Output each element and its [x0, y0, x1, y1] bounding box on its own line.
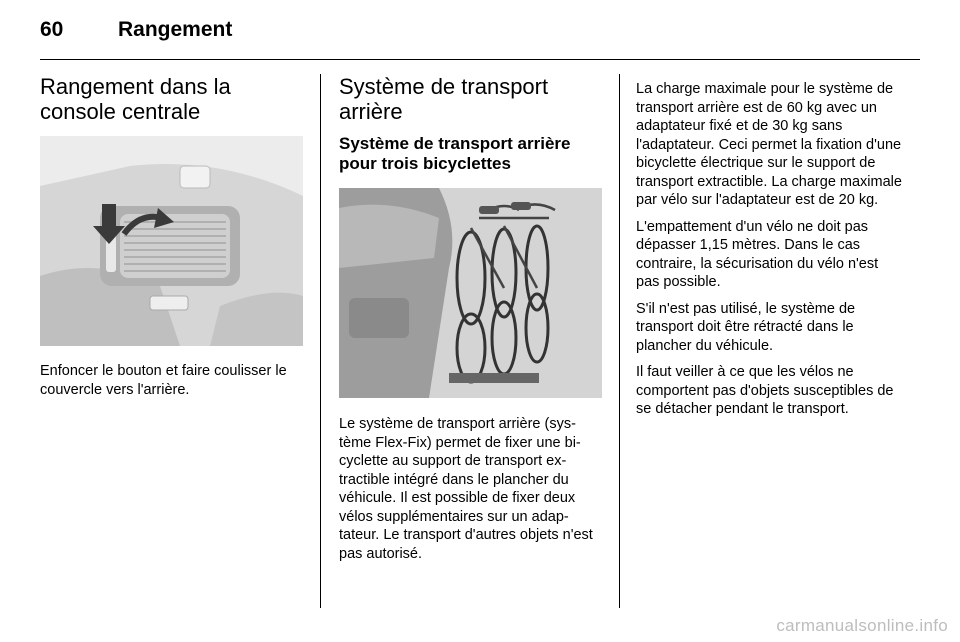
bicycle-carrier-illustration: [339, 188, 602, 398]
page-header: [40, 18, 920, 48]
column-divider: [619, 74, 620, 608]
body-paragraph: La charge maximale pour le système de transport arrière est de 60 kg avec un adaptateur fixé et de 30 kg sans l'adaptateur. Ceci permet la fixation d'une bicyclette électrique sur le support de transport extractible. La charge maximale par vélo sur l'adaptateur est de 20 kg.: [636, 81, 902, 208]
body-paragraph: L'empattement d'un vélo ne doit pas dépasser 1,15 mètres. Dans le cas contraire, la sécurisation du vélo n'est pas possible.: [636, 218, 879, 290]
left-column: [40, 74, 305, 407]
section-heading-transport: Système de transport arrière: [339, 74, 549, 124]
section-heading-console: Rangement dans la console centrale: [40, 74, 231, 124]
transport-paragraph: Le système de transport arrière (système Flex-Fix) permet de fixer une bicyclette au support de transport extractible intégré dans le plancher du véhicule. Il est possible de fixer deux vélos supplémentaires sur un adaptateur. Le transport d'autres objets n'est pas autorisé.: [339, 416, 593, 562]
watermark: carmanualsonline.info: [776, 616, 948, 635]
running-title: Rangement: [118, 18, 233, 41]
console-illustration: [40, 136, 303, 346]
right-column: [636, 80, 904, 427]
body-paragraph: Il faut veiller à ce que les vélos ne comportent pas d'objets susceptibles de se détacher pendant le transport.: [636, 364, 894, 417]
body-paragraph: S'il n'est pas utilisé, le système de transport doit être rétracté dans le plancher du véhicule.: [636, 300, 856, 354]
column-divider: [320, 74, 321, 608]
header-rule: [40, 59, 920, 60]
subsection-heading: Système de transport arrière pour trois bicyclettes: [339, 134, 571, 173]
console-caption: Enfoncer le bouton et faire coulisser le couvercle vers l'arrière.: [40, 363, 287, 398]
page-number: 60: [40, 18, 64, 41]
middle-column: [339, 74, 602, 571]
